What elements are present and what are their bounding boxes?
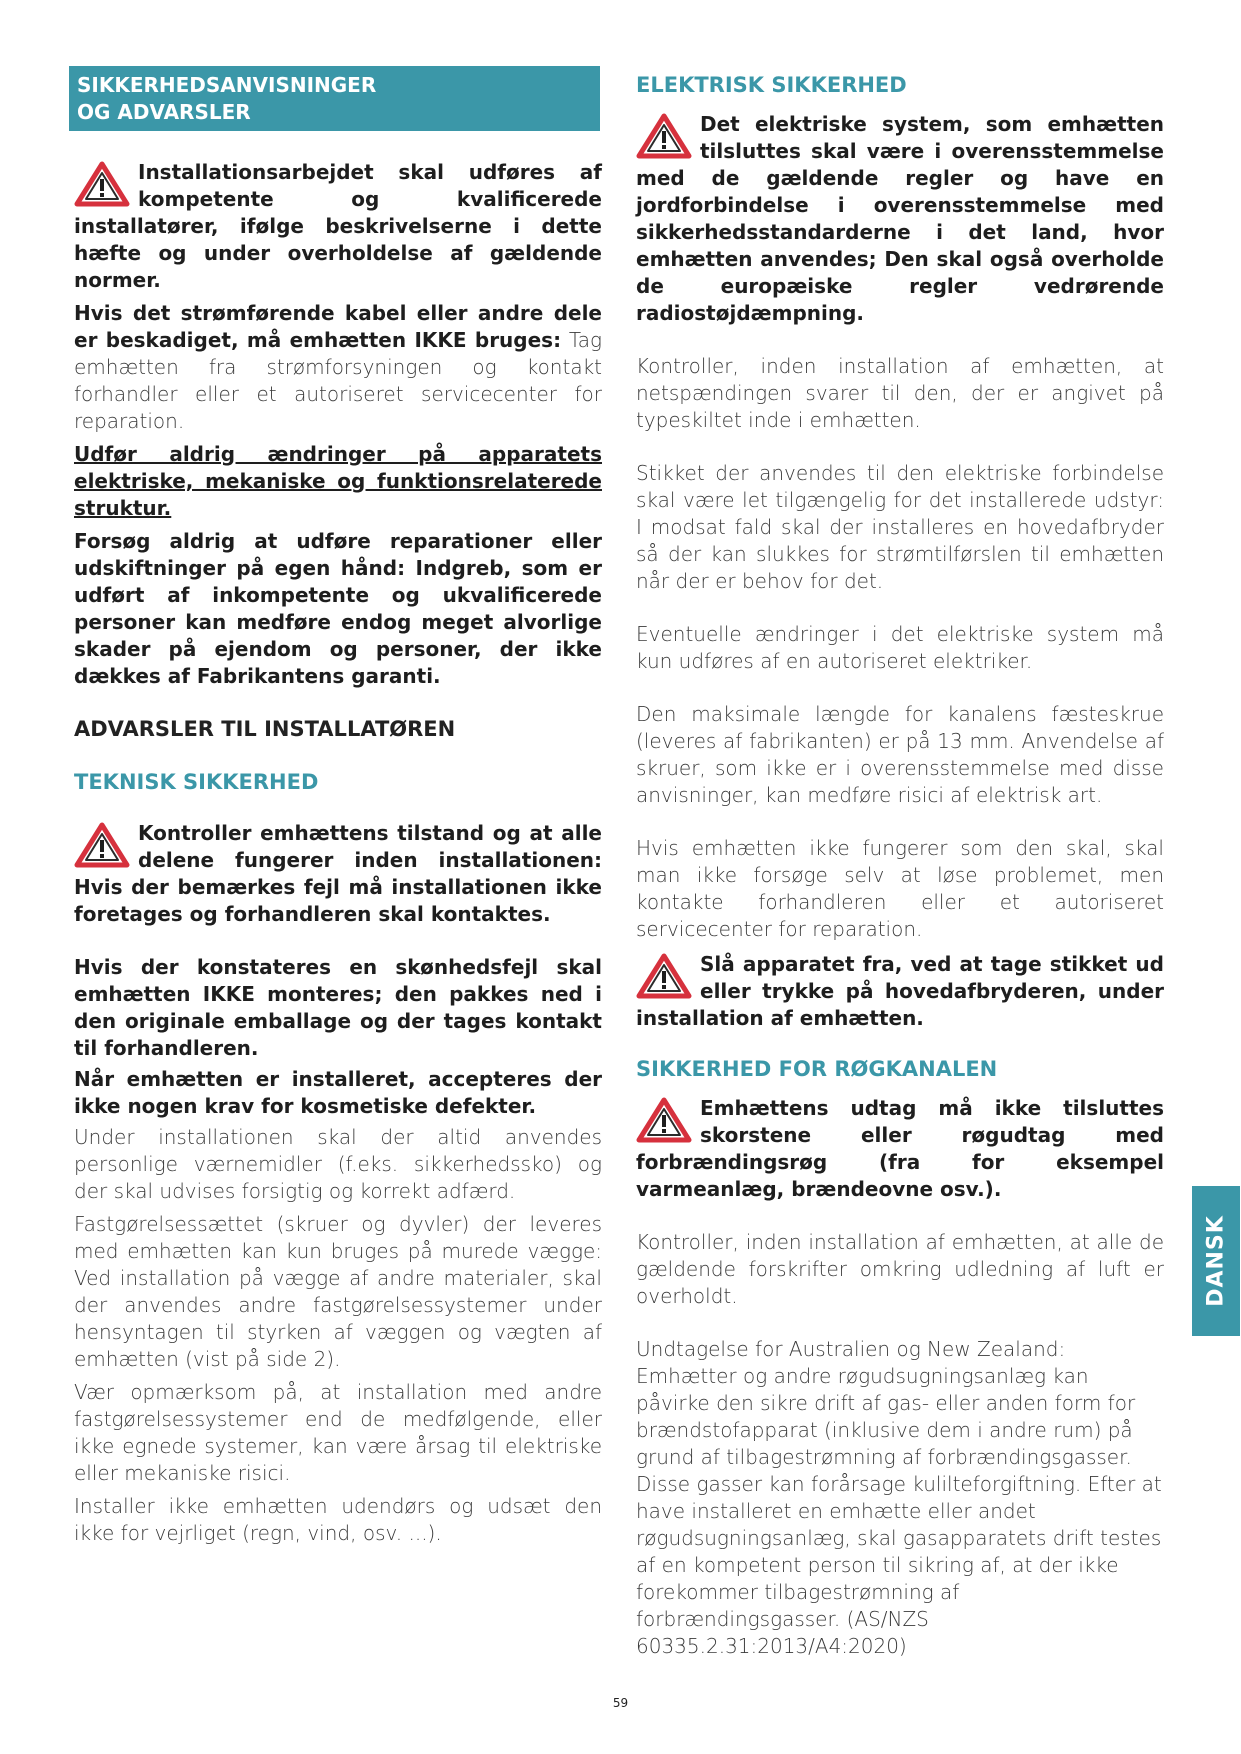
warning-triangle-icon: [74, 822, 130, 868]
warning-text-chimney: Emhættens udtag må ikke tilsluttes skorstene eller røgudtag med forbrændingsrøg (fra for eksempel varmeanlæg, brændeovne osv.).: [636, 1096, 1164, 1201]
paragraph-protective-gear: Under installationen skal der altid anvendes personlige værnemidler (f.eks. sikkerhedssko) og der skal udvises forsigtig og korrekt adfærd.: [74, 1125, 602, 1203]
heading-electrical-safety: ELEKTRISK SIKKERHED: [636, 73, 907, 97]
language-tab-label: DANSK: [1203, 1215, 1229, 1307]
right-column: [636, 66, 1164, 1660]
warning-triangle-icon: [636, 1097, 692, 1143]
paragraph-screw-length: Den maksimale længde for kanalens fæsteskrue (leveres af fabrikanten) er på 13 mm. Anvendelse af skruer, som ikke er i overensstemmelse med disse anvisninger, kan medføre risici af elektrisk art.: [636, 702, 1164, 807]
heading-technical-safety: TEKNISK SIKKERHED: [74, 770, 319, 794]
paragraph-fixing-kit: Fastgørelsessættet (skruer og dyvler) der leveres med emhætten kan kun bruges på murede vægge: Ved installation på vægge af andre materialer, skal der anvendes andre fastgørelsessystemer under hensyntagen til styrken af væggen og vægten af emhætten (vist på side 2).: [74, 1212, 602, 1371]
warning-triangle-icon: [636, 113, 692, 159]
warning-block-chimney: [636, 1095, 1164, 1203]
language-tab: [1192, 1186, 1240, 1336]
paragraph-outdoor: Installer ikke emhætten udendørs og udsæt den ikke for vejrliget (regn, vind, osv. ...).: [74, 1494, 602, 1545]
paragraph-australia-nz: Undtagelse for Australien og New Zealand: Emhætter og andre røgudsugningsanlæg kan påvirke den sikre drift af gas- eller anden form for brændstofapparat (inklusive dem i andre rum) på grund af tilbagestrømning af forbrændingsgasser. Disse gasser kan forårsage kulilteforgiftning. Efter at have installeret en emhætte eller andet røgudsugningsanlæg, skal gasapparatets drift testes af en kompetent person til sikring af, at der ikke forekommer tilbagestrømning af forbrændingsgasser. (AS/NZS 60335.2.31:2013/A4:2020): [636, 1337, 1162, 1658]
warning-text-electrical: Det elektriske system, som emhætten tilsluttes skal være i overensstemmelse med de gældende regler og have en jordforbindelse i overensstemmelse med sikkerhedsstandarderne i det land, hvor emhætten anvendes; Den skal også overholde de europæiske regler vedrørende radiostøjdæmpning.: [636, 112, 1164, 325]
paragraph-electrician: Eventuelle ændringer i det elektriske system må kun udføres af en autoriseret elektriker.: [636, 622, 1164, 673]
paragraph-no-modifications: Udfør aldrig ændringer på apparatets elektriske, mekaniske og funktionsrelaterede struktur.: [74, 442, 602, 520]
left-column: [74, 66, 602, 1547]
paragraph-other-fixings: Vær opmærksom på, at installation med andre fastgørelsessystemer end de medfølgende, eller ikke egnede systemer, kan være årsag til elektriske eller mekaniske risici.: [74, 1380, 602, 1485]
warning-text-installation: Installationsarbejdet skal udføres af kompetente og kvalificerede installatører, ifølge beskrivelserne i dette hæfte og under overholdelse af gældende normer.: [74, 160, 602, 292]
banner-line-2: OG ADVARSLER: [77, 100, 251, 124]
paragraph-plug: Stikket der anvendes til den elektriske forbindelse skal være let tilgængelig for det installerede udstyr: I modsat fald skal der installeres en hovedafbryder så der kan slukkes for strømtilførslen til emhætten når der er behov for det.: [636, 461, 1164, 593]
section-banner: [69, 66, 600, 131]
paragraph-malfunction: Hvis emhætten ikke fungerer som den skal, skal man ikke forsøge selv at løse problemet, men kontakte forhandleren eller et autoriseret servicecenter for reparation.: [636, 836, 1164, 941]
banner-line-1: SIKKERHEDSANVISNINGER: [77, 73, 377, 97]
warning-block-installation: [74, 159, 602, 294]
paragraph-no-repairs: Forsøg aldrig at udføre reparationer eller udskiftninger på egen hånd: Indgreb, som er udført af inkompetente og ukvalificerede personer kan medføre endog meget alvorlige skader på ejendom og personer, der ikke dækkes af Fabrikantens garanti.: [74, 529, 602, 688]
heading-smoke-safety: SIKKERHED FOR RØGKANALEN: [636, 1057, 998, 1081]
page-number: 59: [612, 1696, 629, 1710]
paragraph-damaged-cable: [74, 300, 602, 435]
warning-text-check: Kontroller emhættens tilstand og at alle delene fungerer inden installationen: Hvis der bemærkes fejl må installationen ikke foretages og forhandleren skal kontaktes.: [74, 821, 602, 926]
paragraph-air-regulations: Kontroller, inden installation af emhætten, at alle de gældende forskrifter omkring udledning af luft er overholdt.: [636, 1230, 1164, 1308]
warning-triangle-icon: [636, 953, 692, 999]
paragraph-voltage: Kontroller, inden installation af emhætten, at netspændingen svarer til den, der er angivet på typeskiltet inde i emhætten.: [636, 354, 1164, 432]
paragraph-cosmetic-defect: Hvis der konstateres en skønhedsfejl skal emhætten IKKE monteres; den pakkes ned i den originale emballage og der tages kontakt til forhandleren.: [74, 955, 602, 1060]
warning-block-check: [74, 820, 602, 928]
damaged-cable-text: Tag emhætten fra strømforsyningen og kontakt forhandler eller et autoriseret servicecenter for reparation.: [74, 328, 602, 433]
damaged-cable-bold: Hvis det strømførende kabel eller andre dele er beskadiget, må emhætten IKKE bruges:: [74, 301, 602, 352]
warning-triangle-icon: [74, 161, 130, 207]
heading-installer-warnings: ADVARSLER TIL INSTALLATØREN: [74, 717, 456, 741]
warning-block-electrical: [636, 111, 1164, 327]
warning-text-unplug: Slå apparatet fra, ved at tage stikket ud eller trykke på hovedafbryderen, under installation af emhætten.: [636, 952, 1164, 1030]
paragraph-no-claims: Når emhætten er installeret, accepteres der ikke nogen krav for kosmetiske defekter.: [74, 1067, 602, 1118]
warning-block-unplug: [636, 951, 1164, 1032]
